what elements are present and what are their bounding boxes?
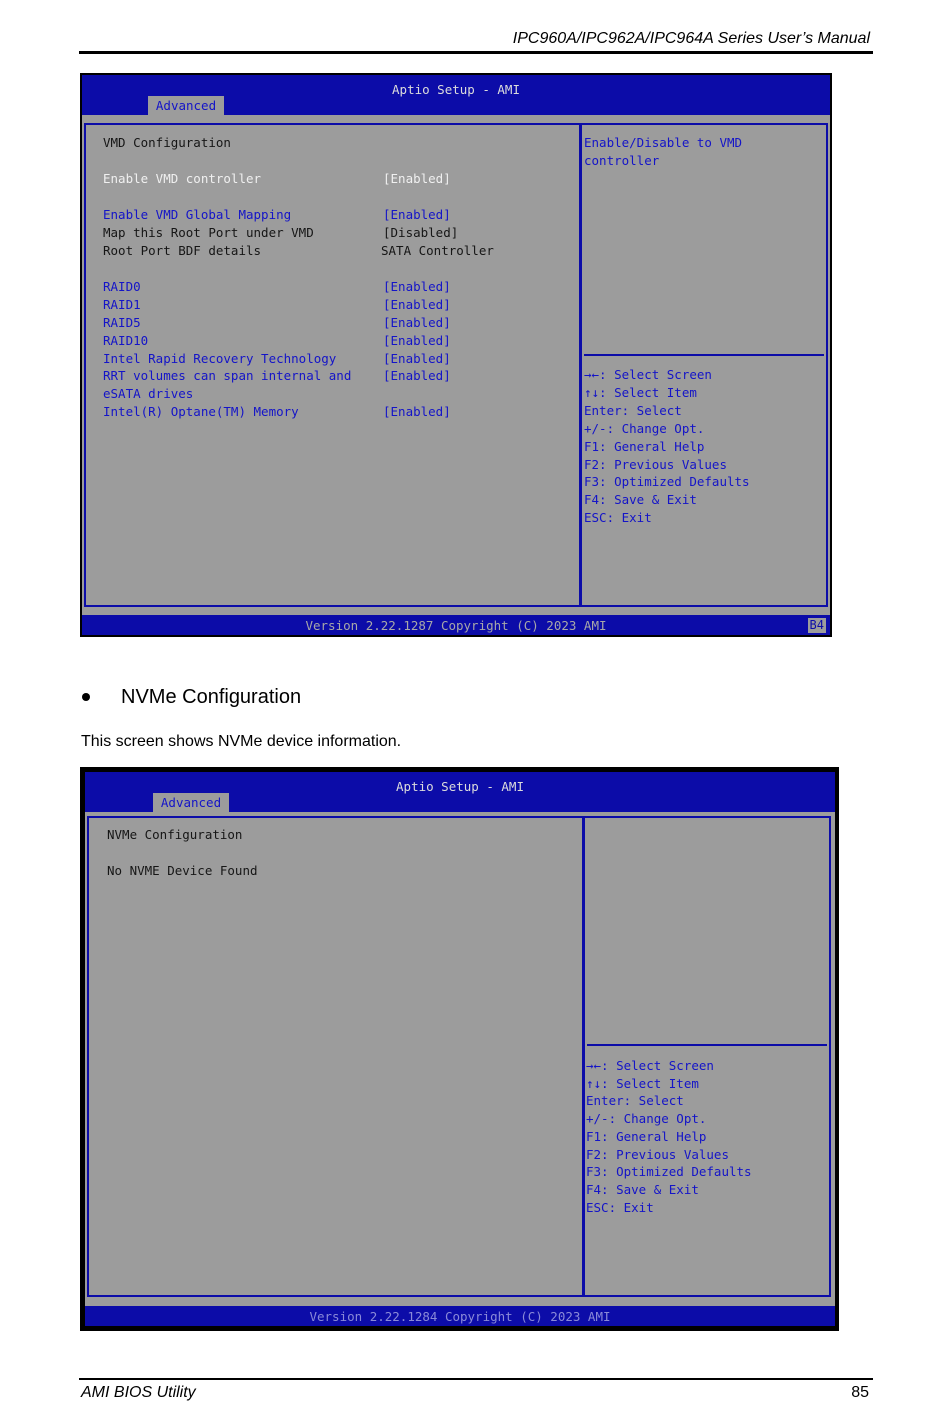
setting-label-rapid-recovery[interactable]: Intel Rapid Recovery Technology [103, 351, 337, 366]
setting-label-raid1[interactable]: RAID1 [103, 297, 141, 312]
setting-value-raid1[interactable]: [Enabled] [383, 297, 451, 312]
bullet-icon [82, 693, 90, 701]
setting-label-map-root-port: Map this Root Port under VMD [103, 225, 314, 240]
footer-chapter: AMI BIOS Utility [81, 1384, 196, 1401]
bios-screenshot-vmd [80, 73, 832, 637]
setting-label-rrt-volumes[interactable]: RRT volumes can span internal and [103, 368, 352, 383]
key-hint-f3: F3: Optimized Defaults [586, 1164, 752, 1179]
bios-panel [82, 75, 830, 635]
version-text: Version 2.22.1284 Copyright (C) 2023 AMI [309, 1309, 611, 1324]
tab-advanced[interactable]: Advanced [148, 96, 224, 115]
bios-title: Aptio Setup - AMI [396, 779, 524, 794]
key-hint-f2: F2: Previous Values [584, 457, 727, 472]
version-bar [85, 1306, 835, 1326]
key-hint-esc: ESC: Exit [584, 510, 652, 525]
tab-advanced[interactable]: Advanced [153, 793, 229, 812]
key-hint-f1: F1: General Help [586, 1129, 707, 1144]
setting-label-optane-memory[interactable]: Intel(R) Optane(TM) Memory [103, 404, 299, 419]
help-separator [587, 1044, 827, 1046]
description-paragraph: This screen shows NVMe device information. [81, 733, 402, 750]
corner-badge: B4 [809, 618, 824, 632]
setting-value-rapid-recovery[interactable]: [Enabled] [383, 351, 451, 366]
setting-label-raid5[interactable]: RAID5 [103, 315, 141, 330]
key-hint-f2: F2: Previous Values [586, 1147, 729, 1162]
key-hint-select-screen: →←: Select Screen [584, 367, 712, 382]
setting-label-raid0[interactable]: RAID0 [103, 279, 141, 294]
setting-label-raid10[interactable]: RAID10 [103, 333, 149, 348]
help-separator [584, 354, 824, 356]
help-text-line2: controller [584, 153, 660, 168]
key-hint-f4: F4: Save & Exit [584, 492, 697, 507]
version-text: Version 2.22.1287 Copyright (C) 2023 AMI [305, 618, 607, 633]
key-hint-esc: ESC: Exit [586, 1200, 654, 1215]
key-hint-select-screen: →←: Select Screen [586, 1058, 714, 1073]
setting-value-raid0[interactable]: [Enabled] [383, 279, 451, 294]
key-hint-select-item: ↑↓: Select Item [584, 385, 697, 400]
header-rule [79, 51, 873, 54]
setting-label-root-port-bdf: Root Port BDF details [103, 243, 262, 258]
setting-value-global-mapping[interactable]: [Enabled] [383, 207, 451, 222]
setting-label-global-mapping[interactable]: Enable VMD Global Mapping [103, 207, 292, 222]
version-bar [82, 615, 830, 635]
key-hint-f3: F3: Optimized Defaults [584, 474, 750, 489]
no-device-message: No NVME Device Found [107, 863, 258, 878]
setting-value-optane-memory[interactable]: [Enabled] [383, 404, 451, 419]
bios-title-bar [82, 75, 830, 115]
bios-title: Aptio Setup - AMI [392, 82, 520, 97]
key-hint-enter: Enter: Select [584, 403, 682, 418]
manual-title: IPC960A/IPC962A/IPC964A Series User’s Manual [512, 30, 870, 47]
key-hint-f4: F4: Save & Exit [586, 1182, 699, 1197]
key-hint-change-opt: +/-: Change Opt. [586, 1111, 707, 1126]
bios-panel [85, 772, 835, 1326]
setting-value-enable-vmd[interactable]: [Enabled] [383, 171, 451, 186]
key-hint-f1: F1: General Help [584, 439, 705, 454]
key-hint-change-opt: +/-: Change Opt. [584, 421, 705, 436]
setting-value-map-root-port: [Disabled] [383, 225, 459, 240]
page-number: 85 [851, 1384, 869, 1401]
bios-screenshot-nvme [80, 767, 839, 1331]
settings-pane [87, 816, 585, 1297]
footer-rule [79, 1378, 873, 1380]
setting-value-raid5[interactable]: [Enabled] [383, 315, 451, 330]
setting-value-raid10[interactable]: [Enabled] [383, 333, 451, 348]
setting-value-rrt-volumes[interactable]: [Enabled] [383, 368, 451, 383]
help-pane [579, 123, 828, 607]
section-heading-nvme: NVMe Configuration [121, 686, 302, 708]
section-title: NVMe Configuration [107, 827, 243, 842]
section-title: VMD Configuration [103, 135, 231, 150]
bios-title-bar [85, 772, 835, 812]
key-hint-enter: Enter: Select [586, 1093, 684, 1108]
setting-value-root-port-bdf: SATA Controller [381, 243, 494, 258]
setting-label-enable-vmd[interactable]: Enable VMD controller [103, 171, 262, 186]
help-text-line1: Enable/Disable to VMD [584, 135, 743, 150]
key-hint-select-item: ↑↓: Select Item [586, 1076, 699, 1091]
setting-label-rrt-volumes-line2[interactable]: eSATA drives [103, 386, 194, 401]
